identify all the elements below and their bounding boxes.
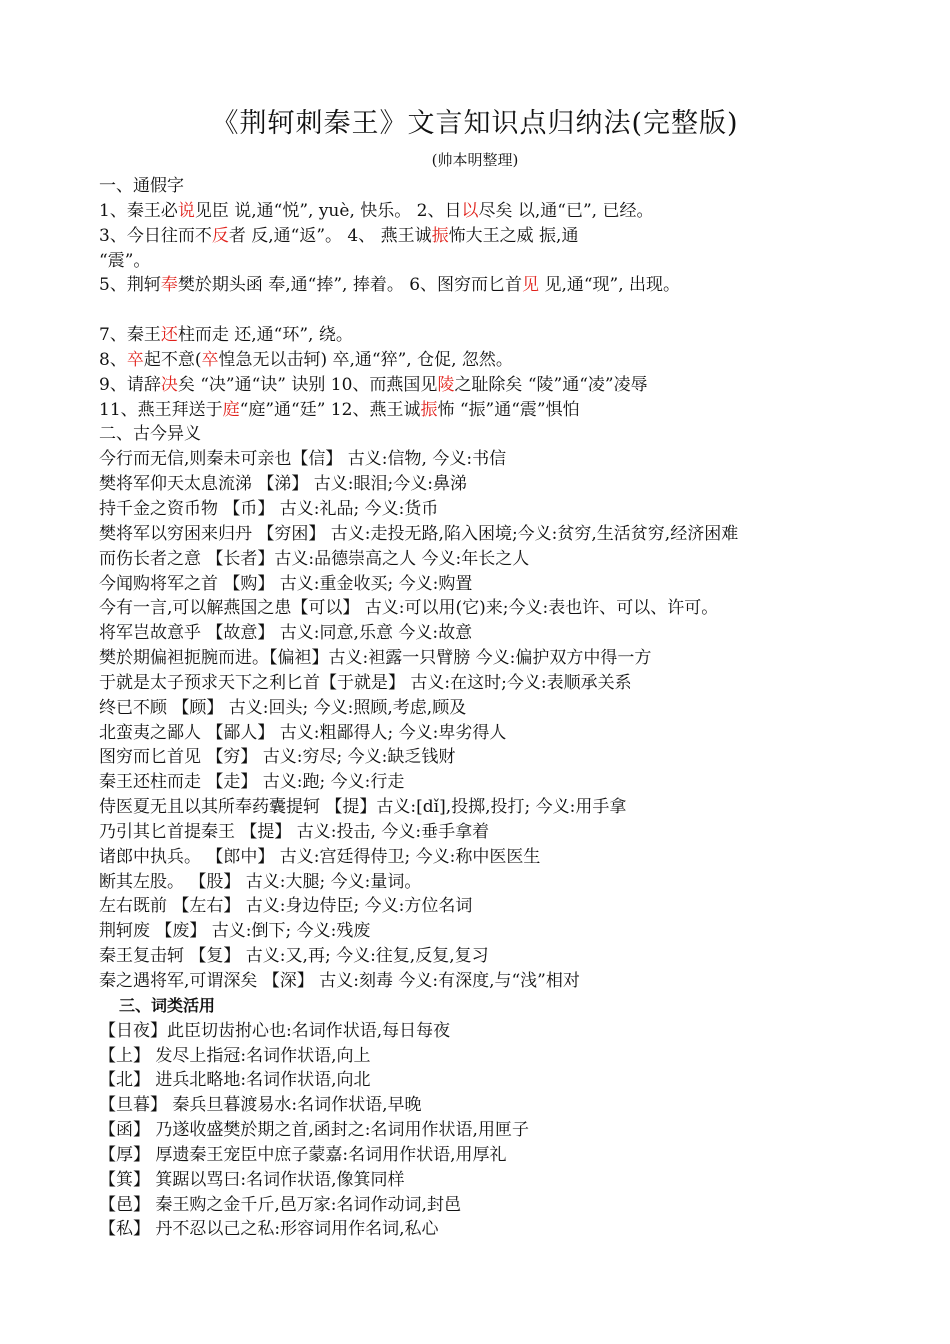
text-segment: 矣 “决”通“诀” 诀别 10、而燕国见: [177, 374, 438, 395]
text-segment: 柱而走 还,通“环”, 绕。: [177, 325, 353, 346]
gujinyiyi-item: 侍医夏无且以其所奉药囊提轲 【提】古义:[dǐ],投掷,投打; 今义:用手拿: [99, 797, 627, 818]
gujinyiyi-item: 将军岂故意乎 【故意】 古义:同意,乐意 今义:故意: [99, 623, 473, 644]
cileihuoyong-item: 【旦暮】 秦兵旦暮渡易水:名词作状语,早晚: [99, 1095, 422, 1116]
gujinyiyi-item: 今闻购将军之首 【购】 古义:重金收买; 今义:购置: [99, 573, 473, 594]
gujinyiyi-item: 断其左股。 【股】 古义:大腿; 今义:量词。: [99, 871, 422, 892]
text-segment: 9、请辞: [99, 374, 161, 395]
highlighted-char: 决: [160, 374, 178, 395]
tongjiazi-item: [99, 249, 869, 274]
text-segment: 1、秦王必: [99, 200, 178, 221]
text-segment: 5、荆轲: [99, 275, 161, 296]
text-segment: 惶急无以击轲) 卒,通“猝”, 仓促, 忽然。: [218, 349, 513, 370]
highlighted-char: 陵: [437, 374, 455, 395]
highlighted-char: 还: [160, 325, 178, 346]
document-body: [99, 174, 869, 1242]
cileihuoyong-item: 【函】 乃遂收盛樊於期之首,函封之:名词用作状语,用匣子: [99, 1120, 529, 1141]
gujinyiyi-item: 今行而无信,则秦未可亲也【信】 古义:信物, 今义:书信: [99, 449, 507, 470]
highlighted-char: 以: [461, 200, 479, 221]
text-segment: 尽矣 以,通“已”, 已经。: [478, 200, 654, 221]
cileihuoyong-item: 【箕】 箕踞以骂曰:名词作状语,像箕同样: [99, 1169, 405, 1190]
gujinyiyi-item: 左右既前 【左右】 古义:身边侍臣; 今义:方位名词: [99, 896, 473, 917]
text-segment: 者 反,通“返”。 4、 燕王诚: [228, 225, 432, 246]
gujinyiyi-item: 诸郎中执兵。 【郎中】 古义:宫廷得侍卫; 今义:称中医医生: [99, 846, 541, 867]
gujinyiyi-item: 乃引其匕首提秦王 【提】 古义:投击, 今义:垂手拿着: [99, 821, 490, 842]
gujinyiyi-item: 持千金之资币物 【币】 古义:礼品; 今义:货币: [99, 498, 439, 519]
highlighted-char: 说: [177, 200, 195, 221]
cileihuoyong-item: 【日夜】此臣切齿拊心也:名词作状语,每日每夜: [99, 1020, 451, 1041]
gujinyiyi-list: [99, 447, 869, 994]
cileihuoyong-list: [99, 1019, 869, 1243]
highlighted-char: 见: [522, 275, 540, 296]
highlighted-char: 庭: [222, 399, 240, 420]
tongjiazi-list: [99, 199, 869, 423]
tongjiazi-item: [99, 199, 869, 224]
text-segment: 见,通“现”, 出现。: [539, 275, 681, 296]
highlighted-char: 卒: [126, 349, 144, 370]
tongjiazi-item: [99, 323, 869, 348]
gujinyiyi-item: 而伤长者之意 【长者】古义:品德崇高之人 今义:年长之人: [99, 548, 530, 569]
section-heading-gujinyiyi: 二、古今异义: [99, 424, 201, 445]
cileihuoyong-item: 【邑】 秦王购之金千斤,邑万家:名词作动词,封邑: [99, 1194, 461, 1215]
text-segment: 7、秦王: [99, 325, 161, 346]
text-segment: 见臣 说,通“悦”, yuè, 快乐。 2、日: [194, 200, 462, 221]
cileihuoyong-item: 【私】 丹不忍以己之私:形容词用作名词,私心: [99, 1219, 439, 1240]
tongjiazi-item: [99, 273, 869, 298]
tongjiazi-item: [99, 398, 869, 423]
highlighted-char: 反: [211, 225, 229, 246]
highlighted-char: 振: [431, 225, 449, 246]
gujinyiyi-item: 图穷而匕首见 【穷】 古义:穷尽; 今义:缺乏钱财: [99, 747, 456, 768]
text-segment: 8、: [99, 349, 127, 370]
highlighted-char: 奉: [160, 275, 178, 296]
gujinyiyi-item: 北蛮夷之鄙人 【鄙人】 古义:粗鄙得人; 今义:卑劣得人: [99, 722, 507, 743]
document-title: 《荆轲刺秦王》文言知识点归纳法(完整版): [211, 108, 739, 139]
section-heading-cileihuoyong: 三、词类活用: [119, 995, 216, 1015]
gujinyiyi-item: 樊将军仰天太息流涕 【涕】 古义:眼泪;今义:鼻涕: [99, 474, 467, 495]
gujinyiyi-item: 终已不顾 【顾】 古义:回头; 今义:照顾,考虑,顾及: [99, 697, 467, 718]
tongjiazi-item: [99, 373, 869, 398]
gujinyiyi-item: 樊於期偏袒扼腕而进。【偏袒】古义:袒露一只臂膀 今义:偏护双方中得一方: [99, 648, 652, 669]
text-segment: 3、今日往而不: [99, 225, 212, 246]
highlighted-char: 卒: [201, 349, 219, 370]
gujinyiyi-item: 秦之遇将军,可谓深矣 【深】 古义:刻毒 今义:有深度,与“浅”相对: [99, 971, 580, 991]
text-segment: 樊於期头函 奉,通“捧”, 捧着。 6、图穷而匕首: [177, 275, 523, 296]
cileihuoyong-item: 【上】 发尽上指冠:名词作状语,向上: [99, 1045, 371, 1066]
tongjiazi-item: [99, 224, 869, 249]
highlighted-char: 振: [420, 399, 438, 420]
text-segment: 起不意(: [143, 349, 202, 370]
text-segment: “震”。: [99, 250, 151, 271]
text-segment: 之耻除矣 “陵”通“凌”凌辱: [454, 374, 648, 395]
gujinyiyi-item: 秦王还柱而走 【走】 古义:跑; 今义:行走: [99, 772, 405, 793]
text-segment: 怖大王之威 振,通: [448, 225, 579, 246]
tongjiazi-item: [99, 348, 869, 373]
text-segment: 怖 “振”通“震”惧怕: [437, 399, 580, 420]
text-segment: 11、燕王拜送于: [99, 399, 223, 420]
cileihuoyong-item: 【北】 进兵北略地:名词作状语,向北: [99, 1070, 371, 1091]
gujinyiyi-item: 秦王复击轲 【复】 古义:又,再; 今义:往复,反复,复习: [99, 946, 489, 967]
section-heading-tongjiazi: 一、通假字: [99, 176, 184, 196]
gujinyiyi-item: 于就是太子预求天下之利匕首【于就是】 古义:在这时;今义:表顺承关系: [99, 672, 632, 693]
tongjiazi-item: [99, 298, 869, 323]
gujinyiyi-item: 今有一言,可以解燕国之患【可以】 古义:可以用(它)来;今义:表也许、可以、许可。: [99, 598, 719, 619]
document-subtitle: (帅本明整理): [431, 151, 519, 169]
gujinyiyi-item: 荆轲废 【废】 古义:倒下; 今义:残废: [99, 921, 371, 942]
gujinyiyi-item: 樊将军以穷困来归丹 【穷困】 古义:走投无路,陷入困境;今义:贫穷,生活贫穷,经济困难: [99, 523, 739, 544]
cileihuoyong-item: 【厚】 厚遗秦王宠臣中庶子蒙嘉:名词用作状语,用厚礼: [99, 1144, 507, 1165]
text-segment: “庭”通“廷” 12、燕王诚: [239, 399, 421, 420]
